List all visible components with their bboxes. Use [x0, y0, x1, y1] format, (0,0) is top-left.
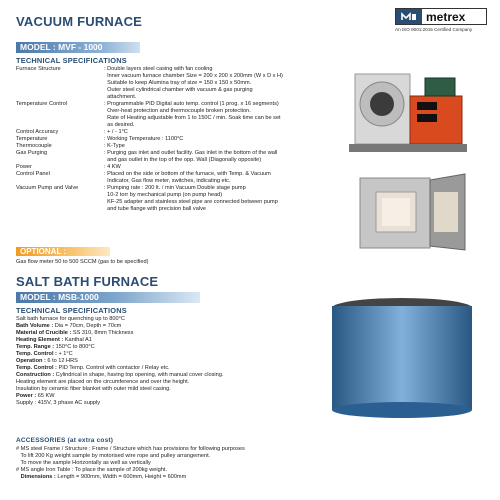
salt-spec-line: Material of Crucible : SS 310, 8mm Thickness: [16, 330, 134, 336]
spec-row: [16, 164, 326, 171]
spec-row: [16, 129, 326, 136]
spec-value: : Double layers steel casing with fan cooling Inner vacuum furnace chamber Size = 200 x 200 x 200mm (W x D x H) Suitable to keep Alumina tray of size = 150 x 150 x 50mm. Outer steel cylindrical chamber with vacuum & gas purging attachment.: [104, 66, 283, 100]
logo-icon: [396, 9, 422, 24]
vacuum-model-bar: MODEL : MVF - 1000: [16, 42, 140, 53]
spec-label: Thermocouple: [16, 143, 52, 149]
spec-row: [16, 101, 326, 129]
spec-label: Gas Purging: [16, 150, 48, 156]
spec-label: Control Panel: [16, 171, 50, 177]
spec-label: Power: [16, 164, 32, 170]
salt-model-bar: MODEL : MSB-1000: [16, 292, 200, 303]
spec-label: Temperature: [16, 136, 48, 142]
salt-spec-line: Operation : 6 to 12 HRS: [16, 358, 78, 364]
spec-row: [16, 143, 326, 150]
furnace-open-photo: [340, 170, 475, 255]
optional-bar: OPTIONAL :: [16, 247, 110, 256]
spec-value: : Placed on the side or bottom of the furnace, with Temp. & Vacuum Indicator, Gas flow meter, switches, indicating etc.: [104, 171, 271, 184]
accessory-line: Dimensions : Length = 900mm, Width = 600mm, Height = 600mm: [16, 474, 187, 480]
spec-row: [16, 150, 326, 164]
salt-spec-line: Temp. Range : 150°C to 800°C: [16, 344, 95, 350]
salt-spec-line: Salt bath furnace for quenching up to 800°C: [16, 316, 125, 322]
accessory-line: To move the sample Horizontally as well as vertically: [16, 460, 151, 466]
spec-value: : + / - 1°C: [104, 129, 128, 135]
salt-spec-line: Bath Volume : Dia = 70cm, Depth = 70cm: [16, 323, 122, 329]
salt-spec-line: Construction : Cylindrical in shape, having top opening, with manual cover closing.: [16, 372, 224, 378]
spec-value: : K-Type: [104, 143, 125, 149]
accessory-line: # MS steel Frame / Structure : Frame / Structure which has provisions for following purposes: [16, 446, 245, 452]
salt-spec-line: Heating Element : Kanthal A1: [16, 337, 92, 343]
accessories-title: ACCESSORIES (at extra cost): [16, 437, 114, 444]
vacuum-spec-table: [16, 66, 326, 213]
vacuum-spec-title: TECHNICAL SPECIFICATIONS: [16, 56, 127, 65]
optional-text: Gas flow meter 50 to 500 SCCM (gas to be specified): [16, 259, 149, 265]
spec-label: Control Accuracy: [16, 129, 59, 135]
vacuum-furnace-photo: [335, 66, 475, 162]
salt-spec-line: Temp. Control : + 1°C: [16, 351, 73, 357]
accessories-list: [16, 446, 346, 481]
spec-row: [16, 185, 326, 213]
salt-spec-line: Heating element are placed on the circumference and over the height.: [16, 379, 190, 385]
spec-value: : Pumping rate : 200 lt. / min Vacuum Double stage pump 10-2 torr by mechanical pump (on pump head) KF-25 adapter and stainless steel pipe are connected between pump and tube flange with precision ball valve: [104, 185, 278, 212]
spec-value: : Purging gas inlet and outlet facility. Gas inlet in the bottom of the wall and gas outlet in the top of the opp. Wall (Diagonally opposite): [104, 150, 278, 163]
spec-row: [16, 66, 326, 101]
salt-bath-photo: [322, 290, 482, 420]
accessory-line: To lift 200 Kg weight sample by motorised wire rope and pulley arrangement.: [16, 453, 211, 459]
salt-spec-line: Insulation by ceramic fiber blanket with outer mild steel casing.: [16, 386, 171, 392]
spec-value: : Programmable PID Digital auto temp. control (1 prog. x 16 segments) Over-heat protection and thermocouple broken protection. Rate of Heating adjustable from 1 to 150C / min. Soak time can be set as desired.: [104, 101, 281, 128]
iso-note: An ISO 9001:2015 Certified Company: [395, 27, 473, 32]
spec-row: [16, 171, 326, 185]
spec-label: Furnace Structure: [16, 66, 61, 72]
accessory-line: # MS angle Iron Table : To place the sample of 200kg weight.: [16, 467, 167, 473]
page-title: VACUUM FURNACE: [16, 14, 143, 29]
brand-logo: [395, 8, 487, 32]
spec-label: Temperature Control: [16, 101, 67, 107]
salt-title: SALT BATH FURNACE: [16, 274, 159, 289]
brand-name: metrex: [426, 9, 466, 24]
salt-spec-title: TECHNICAL SPECIFICATIONS: [16, 306, 127, 315]
salt-spec-line: Power : 65 KW: [16, 393, 55, 399]
spec-value: : 4 KW: [104, 164, 121, 170]
salt-spec-line: Temp. Control : PID Temp. Control with contactor / Relay etc.: [16, 365, 170, 371]
salt-spec-list: [16, 316, 336, 407]
salt-spec-line: Supply : 415V, 3 phase AC supply: [16, 400, 101, 406]
spec-row: [16, 136, 326, 143]
spec-label: Vacuum Pump and Valve: [16, 185, 79, 191]
spec-value: : Working Temperature : 1100°C: [104, 136, 184, 142]
